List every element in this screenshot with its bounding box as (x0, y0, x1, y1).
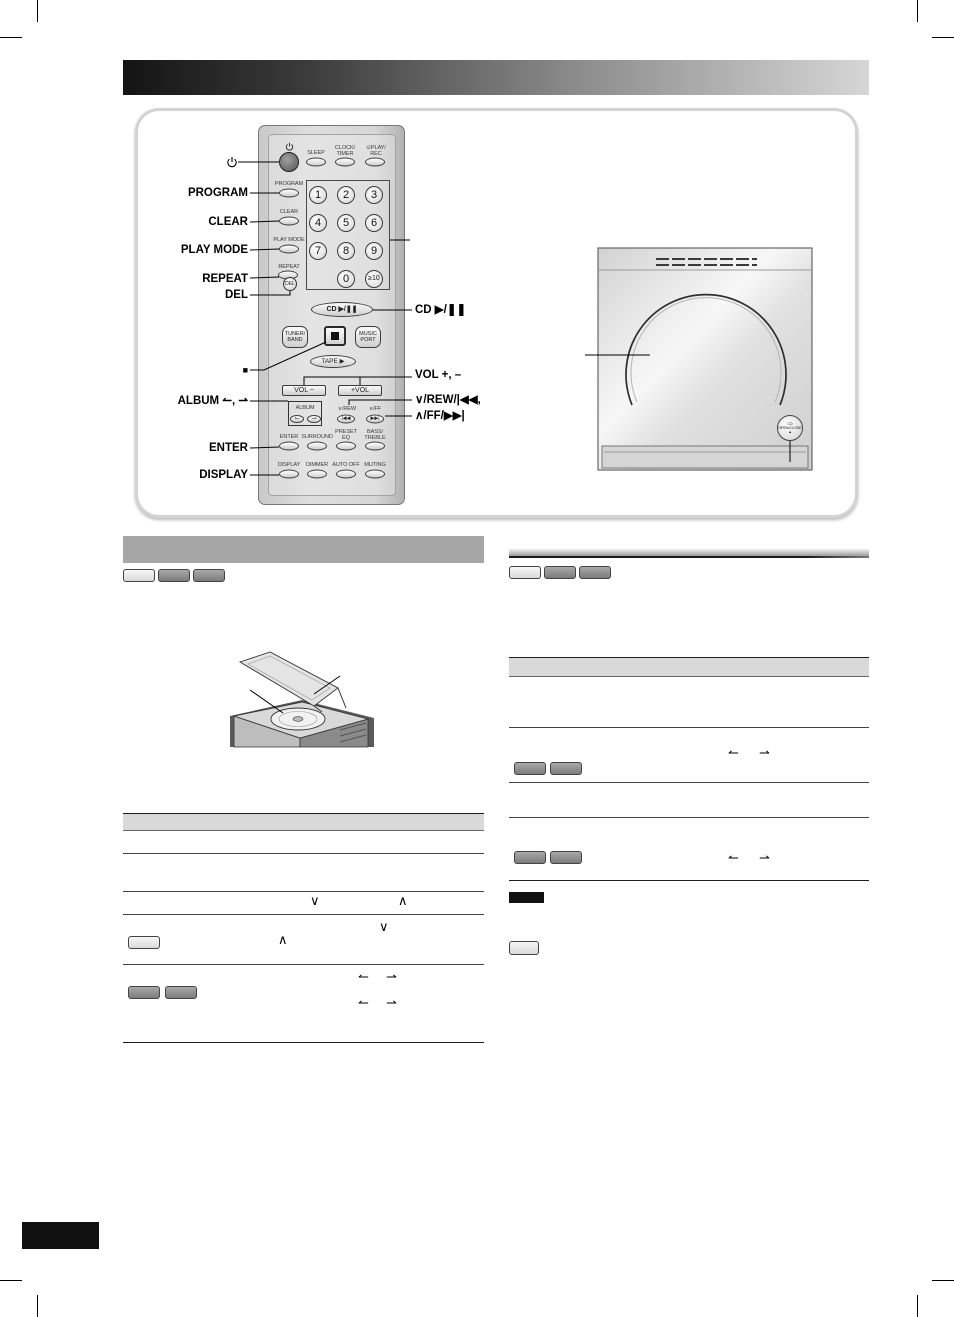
left-table-up-mark-1: ∧ (398, 893, 408, 908)
left-table-album-prev-mark-2: ↼ (358, 995, 369, 1010)
page-number-box (22, 1222, 99, 1249)
callout-del: DEL (225, 289, 248, 301)
right-table-row-rule-2 (509, 782, 869, 783)
left-table-row-rule-3 (123, 914, 484, 915)
right-table-header-rule (509, 676, 869, 677)
remote-power-button (279, 152, 299, 172)
remote-digit-10-plus: ≥10 (365, 270, 383, 288)
callout-display: DISPLAY (199, 469, 248, 481)
remote-muting-label: MUTING (364, 462, 386, 468)
cd-open-close-button: CD OPEN/CLOSE ▲ (777, 415, 803, 441)
remote-album-label: ALBUM (295, 405, 315, 411)
remote-enter-label: ENTER (279, 434, 299, 440)
remote-play-rec-label: ⊙PLAY/ REC (366, 145, 386, 157)
remote-dimmer-label: DIMMER (305, 462, 329, 468)
remote-bass-treble-button (365, 442, 385, 451)
right-format-badge-3 (579, 566, 611, 579)
right-table-header-band (509, 658, 869, 676)
left-table-badge-light (128, 936, 160, 949)
right-table-album-prev-mark-1: ↼ (728, 745, 739, 760)
remote-stop-button (324, 326, 346, 346)
remote-digit-2: 2 (337, 186, 355, 204)
remote-sleep-button (306, 158, 326, 167)
remote-digit-8: 8 (337, 242, 355, 260)
remote-digit-9: 9 (365, 242, 383, 260)
right-table-row-rule-1 (509, 727, 869, 728)
remote-auto-off-button (336, 470, 356, 479)
remote-music-port-button: MUSIC PORT (355, 326, 381, 348)
remote-digit-6: 6 (365, 214, 383, 232)
cd-loading-illustration (226, 650, 378, 750)
remote-clear-label: CLEAR (279, 209, 299, 215)
callout-play-mode: PLAY MODE (180, 244, 248, 256)
callout-stop: ■ (242, 365, 248, 375)
remote-enter-button (279, 442, 299, 451)
remote-rew-button: |◀◀ (337, 415, 355, 424)
right-format-badge-1 (509, 566, 541, 579)
crop-mark-bottom-left-h (0, 1280, 22, 1281)
remote-rew-label: ∨/REW (337, 406, 357, 412)
right-table-bottom-rule (509, 880, 869, 881)
crop-mark-top-right-v (917, 0, 918, 22)
remote-play-mode-label: PLAY MODE (273, 237, 305, 243)
callout-rew: ∨/REW/|◀◀, (415, 394, 481, 406)
left-format-badge-3 (193, 569, 225, 582)
crop-mark-top-left-h (0, 37, 22, 38)
remote-album-next-button: ⇀ (307, 415, 321, 423)
remote-digit-4: 4 (309, 214, 327, 232)
right-table-badge-dark-1 (514, 762, 546, 775)
left-table-album-next-mark-2: ⇀ (386, 995, 397, 1010)
crop-mark-top-right-h (932, 37, 954, 38)
remote-preset-eq-label: PRESET EQ (335, 429, 357, 441)
remote-ff-label: ∧/FF (368, 406, 382, 412)
crop-mark-top-left-v (37, 0, 38, 22)
remote-digit-0: 0 (337, 270, 355, 288)
remote-vol-down-button: VOL − (282, 385, 326, 396)
left-table-header-band (123, 814, 484, 830)
remote-auto-off-label: AUTO OFF (332, 462, 360, 468)
cd-player-top-view (596, 246, 816, 474)
cd-player-front-band (602, 446, 808, 468)
callout-repeat: REPEAT (202, 273, 248, 285)
left-table-up-mark-2: ∧ (278, 932, 288, 947)
left-table-album-next-mark-1: ⇀ (386, 969, 397, 984)
left-table-album-prev-mark-1: ↼ (358, 969, 369, 984)
note-heading-box (509, 892, 544, 903)
left-format-badge-1 (123, 569, 155, 582)
callout-vol: VOL +, – (415, 369, 462, 381)
remote-play-mode-button (279, 245, 299, 254)
remote-dimmer-button (307, 470, 327, 479)
remote-display-label: DISPLAY (277, 462, 301, 468)
stop-icon (331, 332, 339, 340)
callout-ff: ∧/FF/▶▶| (415, 410, 465, 422)
crop-mark-bottom-left-v (37, 1295, 38, 1317)
right-table-album-prev-mark-2: ↼ (728, 850, 739, 865)
remote-clear-button (279, 217, 299, 226)
remote-ff-button: ▶▶| (366, 415, 384, 424)
remote-digit-5: 5 (337, 214, 355, 232)
left-table-row-rule-4 (123, 964, 484, 965)
remote-preset-eq-button (336, 442, 356, 451)
left-format-badge-2 (158, 569, 190, 582)
remote-clock-timer-label: CLOCK/ TIMER (334, 145, 356, 157)
right-format-badge-2 (544, 566, 576, 579)
remote-tuner-band-button: TUNER/ BAND (282, 326, 308, 348)
right-section-header-rule (509, 556, 869, 558)
remote-vol-up-button: +VOL (338, 385, 382, 396)
remote-digit-1: 1 (309, 186, 327, 204)
remote-cd-play-pause-button: CD ▶/❚❚ (311, 302, 373, 317)
right-table-badge-dark-3 (514, 851, 546, 864)
callout-power-icon (226, 156, 238, 168)
crop-mark-bottom-right-h (932, 1280, 954, 1281)
remote-program-label: PROGRAM (274, 181, 304, 187)
left-table-header-rule (123, 830, 484, 831)
remote-tape-button: TAPE ▶ (310, 355, 356, 368)
remote-muting-button (365, 470, 385, 479)
remote-bass-treble-label: BASS/ TREBLE (364, 429, 386, 441)
remote-del-button: DEL (283, 277, 297, 291)
remote-clock-timer-button (335, 158, 355, 167)
left-table-down-mark-1: ∨ (310, 893, 320, 908)
right-section-header (509, 548, 869, 559)
note-format-badge (509, 941, 539, 955)
right-table-badge-dark-4 (550, 851, 582, 864)
left-section-header-bar (123, 536, 484, 563)
remote-repeat-label: REPEAT (278, 264, 300, 270)
right-table-album-next-mark-2: ⇀ (759, 850, 770, 865)
left-table-row-rule-2 (123, 891, 484, 892)
remote-digit-3: 3 (365, 186, 383, 204)
remote-power-label-icon (285, 142, 294, 151)
remote-program-button (279, 189, 299, 198)
remote-album-prev-button: ↼ (290, 415, 304, 423)
remote-digit-7: 7 (309, 242, 327, 260)
callout-program: PROGRAM (187, 187, 248, 199)
left-table-badge-dark-1 (128, 986, 160, 999)
callout-cd-play-pause: CD ▶/❚❚ (415, 304, 467, 316)
left-table (123, 813, 484, 1043)
left-table-row-rule-1 (123, 853, 484, 854)
page-header-bar (123, 60, 869, 95)
remote-display-button (279, 470, 299, 479)
right-table-row-rule-3 (509, 817, 869, 818)
callout-clear: CLEAR (208, 216, 248, 228)
remote-surround-label: SURROUND (301, 434, 333, 440)
right-table-album-next-mark-1: ⇀ (759, 745, 770, 760)
remote-sleep-label: SLEEP (307, 150, 325, 156)
left-table-badge-dark-2 (165, 986, 197, 999)
callout-album: ALBUM ↼, ⇀ (177, 395, 248, 407)
remote-surround-button (307, 442, 327, 451)
callout-enter: ENTER (209, 442, 248, 454)
crop-mark-bottom-right-v (917, 1295, 918, 1317)
left-table-down-mark-2: ∨ (379, 919, 389, 934)
remote-play-rec-button (365, 158, 385, 167)
right-table-badge-dark-2 (550, 762, 582, 775)
left-table-bottom-rule (123, 1042, 484, 1043)
